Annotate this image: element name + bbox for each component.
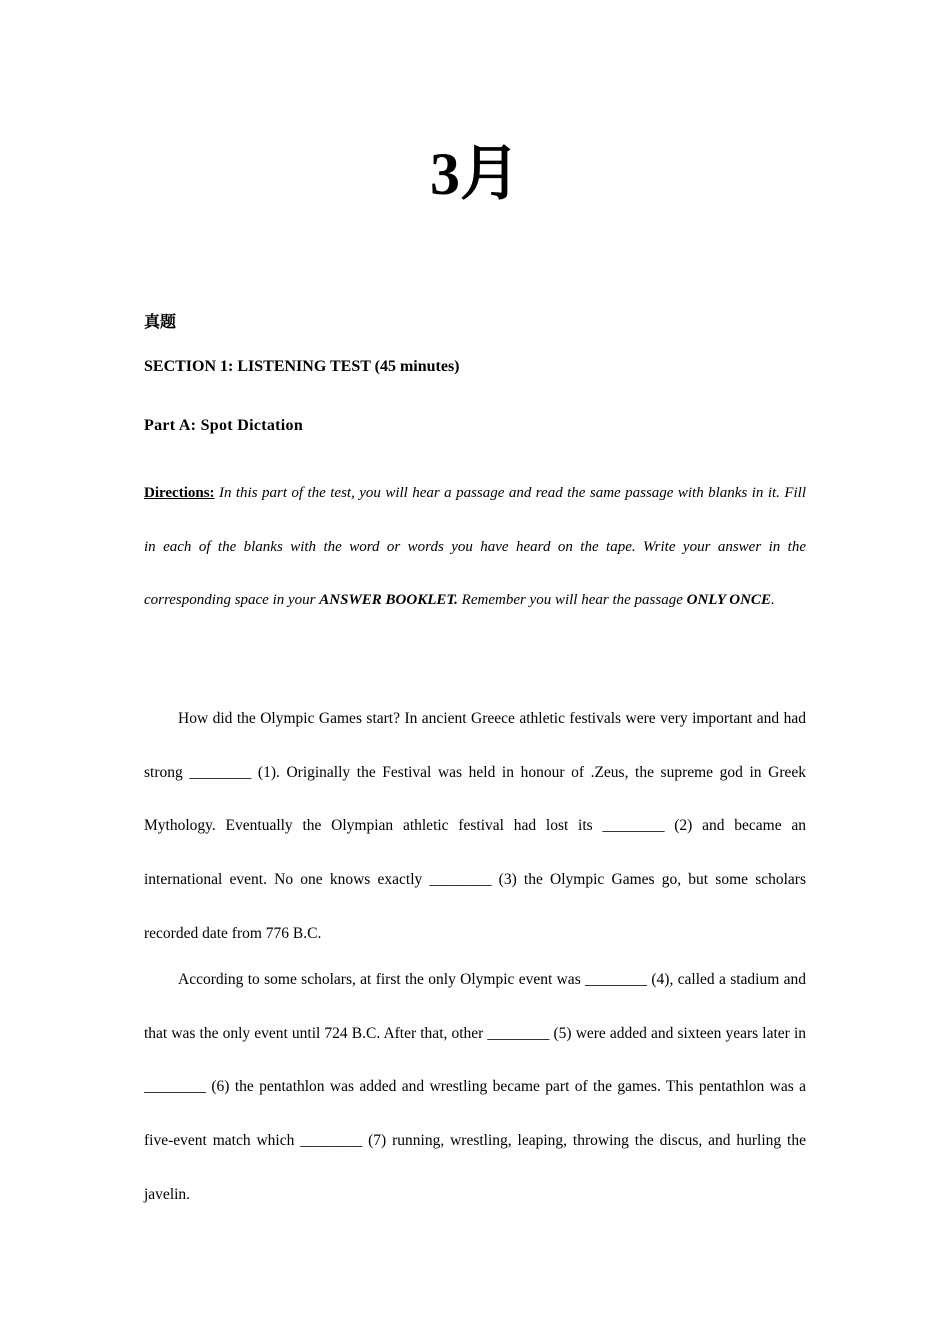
part-heading: Part A: Spot Dictation (144, 417, 304, 434)
directions-emphasis-answer-booklet: ANSWER BOOKLET. (319, 592, 458, 609)
passage-paragraph-2: According to some scholars, at first the only Olympic event was ________ (4), called a stadium and that was the only event until 724 B.C. After that, other ________ (5) were added and sixteen years later in ________ (6) the pentathlon was added and wrestling became part of the games. This pentathlon was a five-event match which ________ (7) running, wrestling, leaping, throwing the discus, and hurling the javelin. (144, 971, 806, 1203)
directions-block (144, 467, 806, 628)
section-heading: SECTION 1: LISTENING TEST (45 minutes) (144, 358, 460, 375)
directions-text-2: Remember you will hear the passage (457, 592, 687, 609)
directions-text-3: . (770, 592, 775, 609)
passage-paragraph-1: How did the Olympic Games start? In ancient Greece athletic festivals were very important and had strong ________ (1). Originally the Festival was held in honour of .Zeus, the supreme god in Greek Mythology. Eventually the Olympian athletic festival had lost its ________ (2) and became an international event. No one knows exactly ________ (3) the Olympic Games go, but some scholars recorded date from 776 B.C. (144, 710, 806, 942)
directions-emphasis-only-once: ONLY ONCE (686, 592, 771, 609)
exam-label: 真题 (144, 312, 177, 331)
directions-text-1: In this part of the test, you will hear a passage and read the same passage with blanks in it. Fill in each of the blanks with the word or words you have heard on the tape. Write your answer in the corresponding space in your (144, 485, 806, 609)
page-title: 3月 (430, 141, 520, 207)
directions-label: Directions: (144, 485, 215, 501)
